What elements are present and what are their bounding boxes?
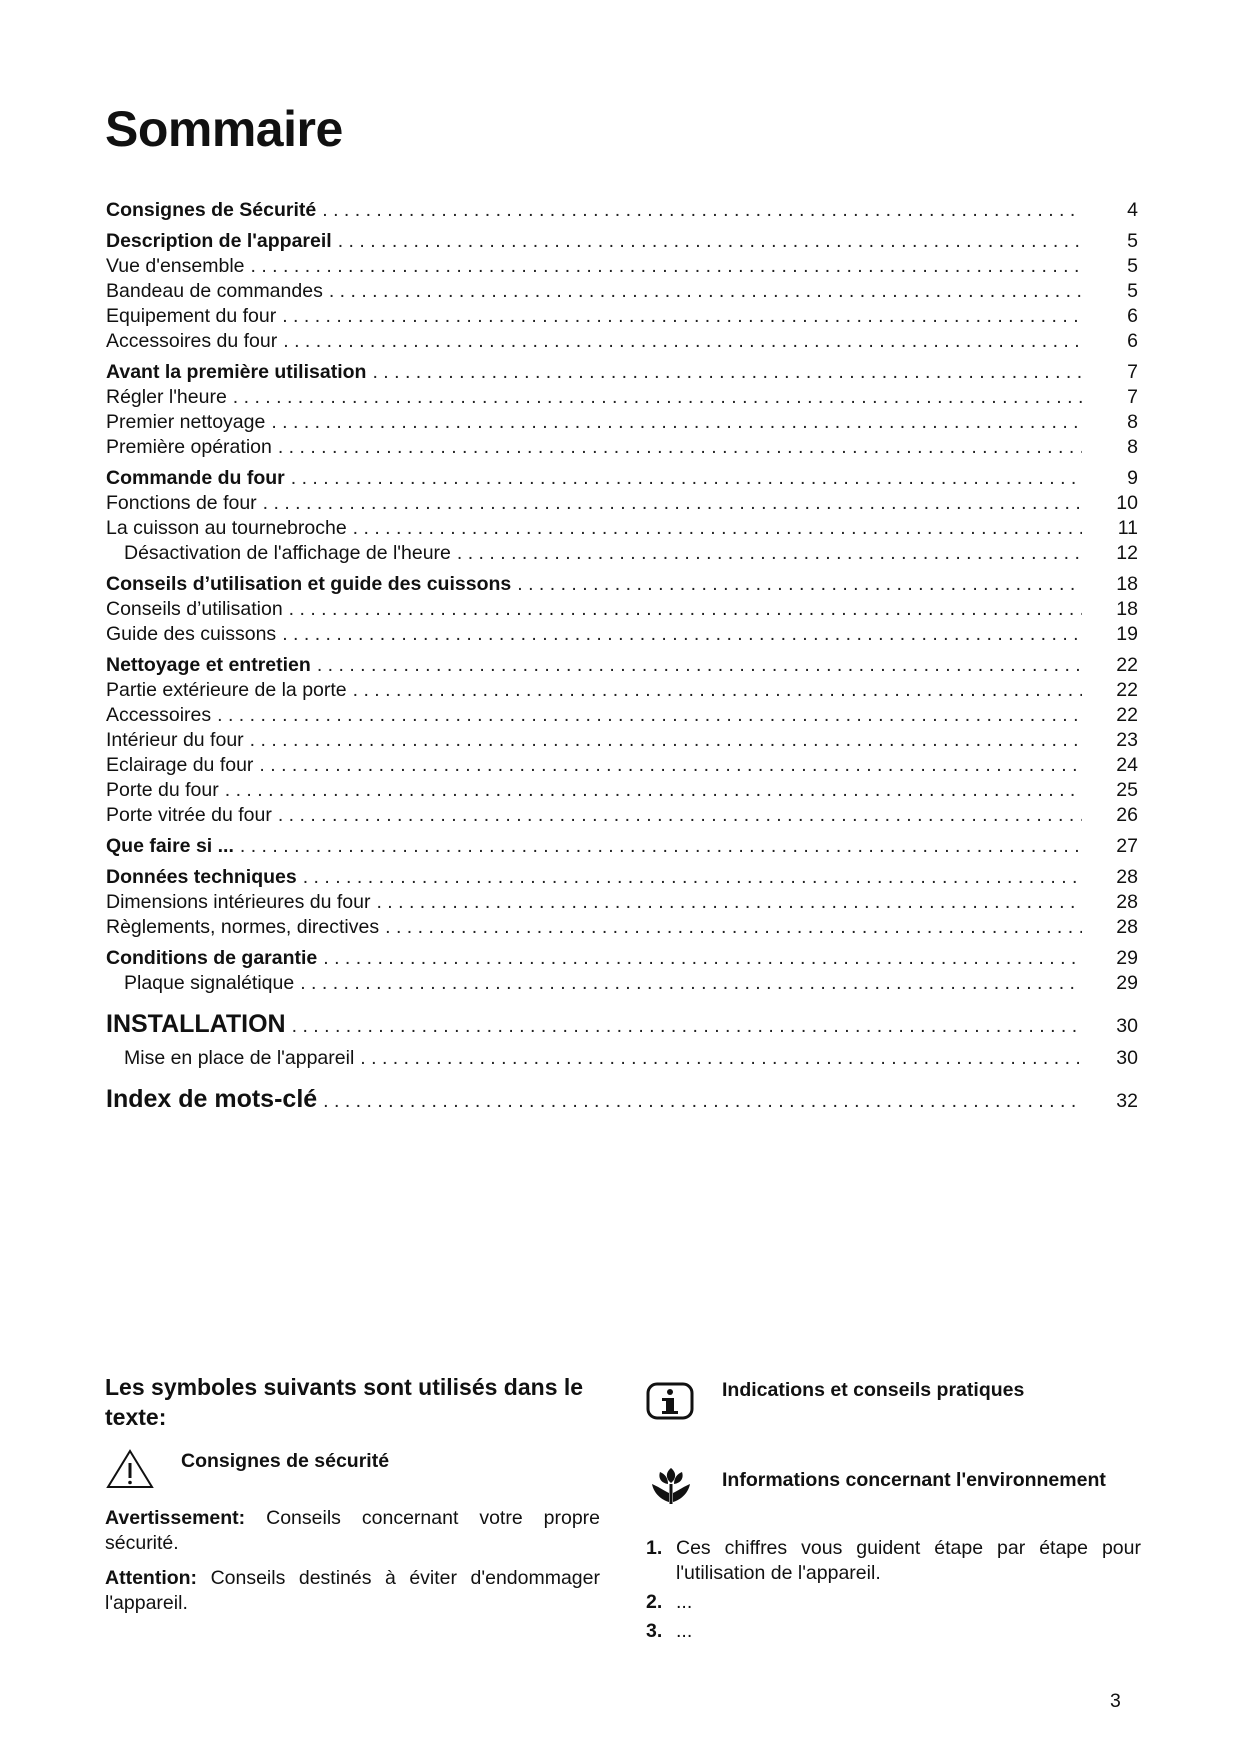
symbols-legend	[105, 1372, 600, 1626]
step-text: ...	[676, 1620, 693, 1642]
toc-leader-dots	[283, 329, 1082, 354]
toc-entry-page: 18	[1116, 573, 1138, 595]
toc-entry-label: Conditions de garantie	[106, 947, 318, 969]
toc-leader-dots	[385, 915, 1082, 940]
toc-entry-label: Que faire si ...	[106, 835, 234, 857]
toc-leader-dots	[282, 622, 1082, 647]
toc-entry-page: 25	[1116, 779, 1138, 801]
toc-entry-page: 18	[1116, 598, 1138, 620]
toc-entry-page: 22	[1116, 654, 1138, 676]
attention-text: Conseils destinés à éviter d'endommager l'appareil.	[105, 1567, 600, 1614]
toc-entry-page: 24	[1116, 754, 1138, 776]
toc-leader-dots	[278, 803, 1082, 828]
toc-entry	[106, 915, 1138, 940]
toc-entry	[106, 329, 1138, 354]
toc-entry	[106, 622, 1138, 647]
toc-entry-label: Conseils d’utilisation et guide des cuissons	[106, 573, 512, 595]
step-item	[646, 1590, 1141, 1615]
toc-entry-label: Accessoires du four	[106, 330, 278, 352]
toc-entry-label: Consignes de Sécurité	[106, 199, 317, 221]
toc-leader-dots	[300, 971, 1082, 996]
toc-entry-label: Bandeau de commandes	[106, 280, 323, 302]
toc-leader-dots	[372, 360, 1082, 385]
toc-entry	[106, 385, 1138, 410]
toc-entry	[106, 229, 1138, 254]
toc-entry-label: Avant la première utilisation	[106, 361, 367, 383]
toc-entry	[106, 516, 1138, 541]
attention-paragraph	[105, 1566, 600, 1616]
symbols-legend-right	[646, 1378, 1141, 1648]
table-of-contents	[106, 198, 1138, 1117]
toc-entry-label: Accessoires	[106, 704, 212, 726]
toc-entry	[106, 728, 1138, 753]
toc-entry-page: 8	[1127, 436, 1138, 458]
toc-entry-label: Partie extérieure de la porte	[106, 679, 347, 701]
toc-entry-label: La cuisson au tournebroche	[106, 517, 347, 539]
toc-entry	[106, 466, 1138, 491]
toc-entry	[106, 198, 1138, 223]
toc-entry-label: Mise en place de l'appareil	[124, 1047, 355, 1069]
toc-entry	[106, 254, 1138, 279]
toc-leader-dots	[329, 279, 1082, 304]
toc-leader-dots	[251, 254, 1082, 279]
toc-entry-label: Données techniques	[106, 866, 297, 888]
toc-entry	[106, 435, 1138, 460]
toc-entry	[106, 778, 1138, 803]
toc-entry-page: 26	[1116, 804, 1138, 826]
toc-entry-label: Première opération	[106, 436, 272, 458]
step-item	[646, 1619, 1141, 1644]
toc-leader-dots	[240, 834, 1082, 859]
toc-entry-page: 10	[1116, 492, 1138, 514]
page-title: Sommaire	[105, 101, 343, 157]
toc-leader-dots	[353, 516, 1082, 541]
toc-entry-page: 30	[1116, 1015, 1138, 1037]
toc-entry-page: 22	[1116, 704, 1138, 726]
toc-entry-label: Conseils d’utilisation	[106, 598, 283, 620]
step-number: 3.	[646, 1620, 663, 1642]
toc-entry	[106, 491, 1138, 516]
toc-leader-dots	[317, 653, 1082, 678]
toc-entry	[106, 572, 1138, 597]
toc-entry	[106, 703, 1138, 728]
toc-entry-page: 27	[1116, 835, 1138, 857]
toc-leader-dots	[353, 678, 1082, 703]
info-row	[646, 1378, 1141, 1424]
step-number: 1.	[646, 1537, 663, 1559]
toc-entry	[106, 890, 1138, 915]
toc-entry-page: 5	[1127, 230, 1138, 252]
toc-leader-dots	[323, 1085, 1082, 1117]
toc-entry	[106, 653, 1138, 678]
toc-entry-label: Intérieur du four	[106, 729, 244, 751]
toc-entry-page: 6	[1127, 330, 1138, 352]
toc-leader-dots	[271, 410, 1082, 435]
toc-entry-label: Premier nettoyage	[106, 411, 266, 433]
toc-entry	[106, 360, 1138, 385]
toc-leader-dots	[338, 229, 1082, 254]
toc-entry-label: Eclairage du four	[106, 754, 254, 776]
toc-entry-label: Nettoyage et entretien	[106, 654, 311, 676]
toc-entry-label: INSTALLATION	[106, 1010, 286, 1038]
page-number: 3	[1110, 1690, 1121, 1712]
toc-entry	[106, 971, 1138, 996]
toc-leader-dots	[303, 865, 1082, 890]
toc-entry-page: 8	[1127, 411, 1138, 433]
toc-leader-dots	[217, 703, 1082, 728]
step-number: 2.	[646, 1591, 663, 1613]
toc-entry-page: 23	[1116, 729, 1138, 751]
toc-leader-dots	[457, 541, 1082, 566]
toc-entry	[106, 803, 1138, 828]
info-label: Indications et conseils pratiques	[722, 1379, 1025, 1401]
environment-flower-icon	[646, 1462, 696, 1508]
toc-entry	[106, 1008, 1138, 1042]
toc-leader-dots	[250, 728, 1082, 753]
toc-entry-label: Plaque signalétique	[124, 972, 295, 994]
toc-leader-dots	[278, 435, 1082, 460]
toc-entry-page: 7	[1127, 386, 1138, 408]
toc-leader-dots	[291, 466, 1082, 491]
toc-entry-label: Index de mots-clé	[106, 1085, 318, 1113]
step-text: ...	[676, 1591, 693, 1613]
toc-entry	[106, 1083, 1138, 1117]
toc-entry-label: Equipement du four	[106, 305, 277, 327]
toc-entry-page: 28	[1116, 916, 1138, 938]
toc-entry-page: 28	[1116, 891, 1138, 913]
toc-leader-dots	[292, 1010, 1082, 1042]
safety-row	[105, 1446, 600, 1490]
toc-entry	[106, 946, 1138, 971]
toc-entry-label: Dimensions intérieures du four	[106, 891, 371, 913]
toc-entry	[106, 1046, 1138, 1071]
toc-entry-label: Description de l'appareil	[106, 230, 332, 252]
toc-entry-page: 4	[1127, 199, 1138, 221]
toc-entry-page: 5	[1127, 280, 1138, 302]
toc-entry-page: 30	[1116, 1047, 1138, 1069]
symbols-heading: Les symboles suivants sont utilisés dans le texte:	[105, 1374, 584, 1430]
toc-entry-label: Vue d'ensemble	[106, 255, 245, 277]
warning-paragraph	[105, 1506, 600, 1556]
toc-entry-page: 22	[1116, 679, 1138, 701]
toc-entry-page: 12	[1116, 542, 1138, 564]
info-icon	[646, 1378, 696, 1424]
warning-triangle-icon	[105, 1448, 155, 1490]
steps-list	[646, 1536, 1141, 1644]
toc-entry-label: Guide des cuissons	[106, 623, 277, 645]
environment-row	[646, 1462, 1141, 1508]
toc-leader-dots	[517, 572, 1082, 597]
toc-entry	[106, 597, 1138, 622]
toc-entry-label: Porte du four	[106, 779, 219, 801]
step-item	[646, 1536, 1141, 1586]
toc-entry-label: Règlements, normes, directives	[106, 916, 380, 938]
toc-entry-page: 28	[1116, 866, 1138, 888]
toc-entry-page: 32	[1116, 1090, 1138, 1112]
toc-entry	[106, 410, 1138, 435]
toc-leader-dots	[289, 597, 1082, 622]
toc-leader-dots	[263, 491, 1082, 516]
toc-entry	[106, 753, 1138, 778]
toc-entry	[106, 279, 1138, 304]
toc-leader-dots	[225, 778, 1082, 803]
toc-entry	[106, 678, 1138, 703]
toc-entry-label: Désactivation de l'affichage de l'heure	[124, 542, 451, 564]
toc-entry-page: 6	[1127, 305, 1138, 327]
toc-leader-dots	[376, 890, 1082, 915]
toc-entry	[106, 541, 1138, 566]
toc-entry-label: Fonctions de four	[106, 492, 257, 514]
step-text: Ces chiffres vous guident étape par étape pour l'utilisation de l'appareil.	[676, 1537, 1141, 1584]
toc-entry-page: 5	[1127, 255, 1138, 277]
toc-leader-dots	[282, 304, 1082, 329]
toc-leader-dots	[233, 385, 1082, 410]
toc-entry-page: 19	[1116, 623, 1138, 645]
environment-label: Informations concernant l'environnement	[722, 1469, 1106, 1491]
warning-term: Avertissement:	[105, 1507, 246, 1529]
toc-leader-dots	[323, 946, 1082, 971]
toc-entry-label: Commande du four	[106, 467, 285, 489]
toc-entry-page: 9	[1127, 467, 1138, 489]
toc-leader-dots	[360, 1046, 1082, 1071]
toc-entry-page: 29	[1116, 947, 1138, 969]
toc-entry	[106, 304, 1138, 329]
toc-leader-dots	[322, 198, 1082, 223]
safety-label: Consignes de sécurité	[181, 1450, 390, 1472]
toc-entry-label: Porte vitrée du four	[106, 804, 272, 826]
attention-term: Attention:	[105, 1567, 198, 1589]
toc-entry-label: Régler l'heure	[106, 386, 227, 408]
toc-entry	[106, 834, 1138, 859]
toc-entry-page: 11	[1117, 517, 1138, 539]
toc-entry-page: 29	[1116, 972, 1138, 994]
toc-leader-dots	[259, 753, 1082, 778]
toc-entry-page: 7	[1127, 361, 1138, 383]
toc-entry	[106, 865, 1138, 890]
warning-text: Conseils concernant votre propre sécurité.	[105, 1507, 600, 1554]
